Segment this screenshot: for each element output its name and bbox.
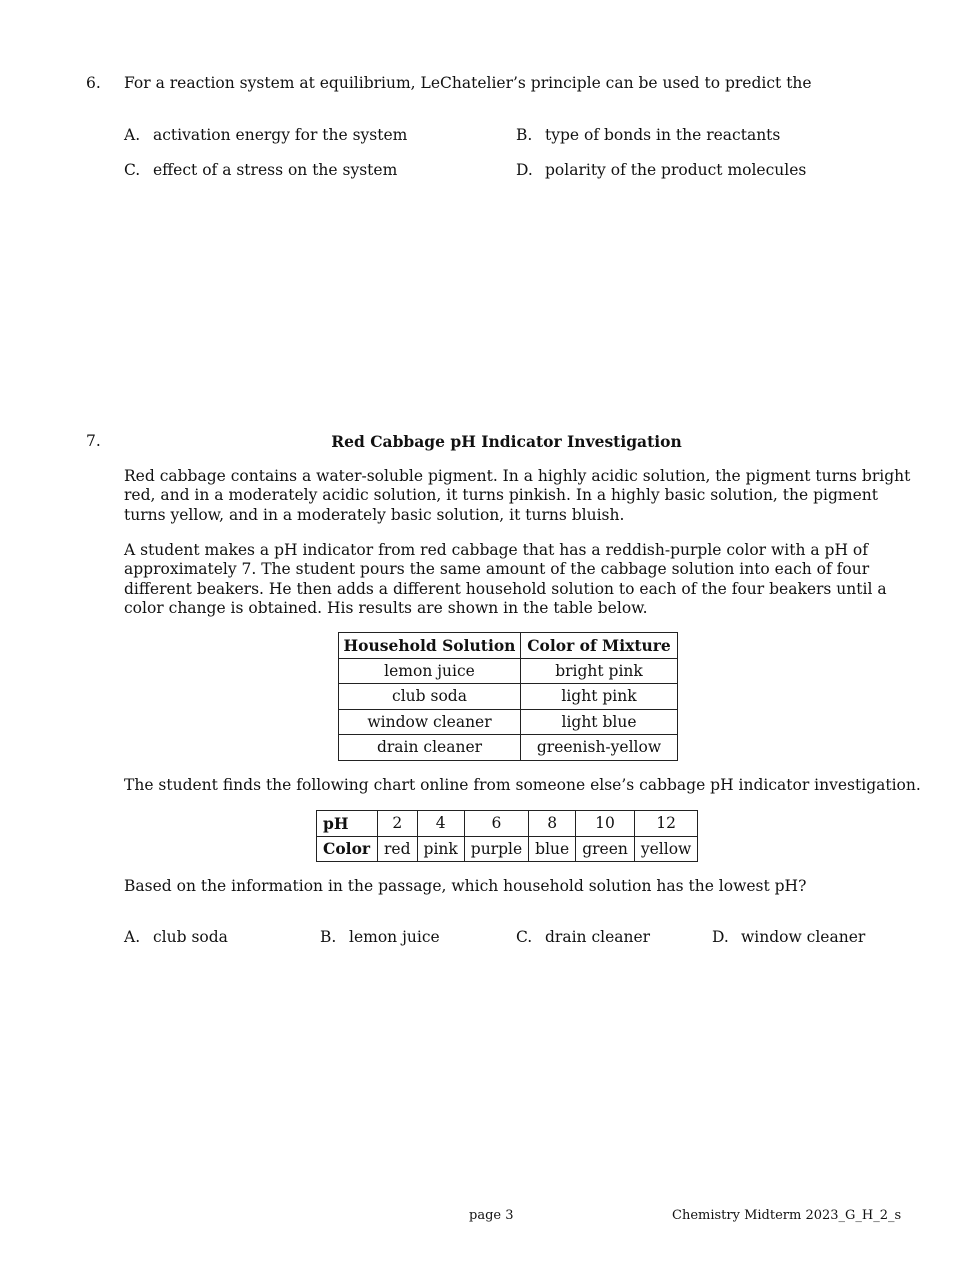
q6-choice-c[interactable] bbox=[124, 161, 397, 179]
paragraph-line: turns yellow, and in a moderately basic solution, it turns bluish. bbox=[124, 505, 625, 524]
q7-choice-d[interactable] bbox=[712, 928, 865, 946]
passage-paragraph-3: The student finds the following chart online from someone else’s cabbage pH indicator investigation. bbox=[124, 776, 921, 794]
q7-choice-a[interactable] bbox=[124, 928, 228, 946]
choice-letter: C. bbox=[516, 928, 533, 946]
question-6-number: 6. bbox=[86, 74, 101, 92]
choice-letter: C. bbox=[124, 161, 141, 179]
table-cell: yellow bbox=[634, 836, 697, 862]
table-cell: window cleaner bbox=[339, 709, 521, 735]
q7-choice-b[interactable] bbox=[320, 928, 440, 946]
table-cell: 12 bbox=[634, 811, 697, 837]
choice-letter: B. bbox=[320, 928, 337, 946]
table-row bbox=[339, 684, 678, 710]
choice-text: drain cleaner bbox=[545, 928, 651, 946]
paragraph-line: Red cabbage contains a water-soluble pigment. In a highly acidic solution, the pigment turns bright bbox=[124, 467, 911, 485]
choice-text: club soda bbox=[153, 928, 228, 946]
table-cell: pink bbox=[417, 836, 464, 862]
table-row bbox=[339, 658, 678, 684]
choice-letter: D. bbox=[712, 928, 729, 946]
passage-paragraph-1 bbox=[124, 467, 910, 525]
paragraph-line: different beakers. He then adds a different household solution to each of the four beakers until a bbox=[124, 579, 887, 598]
question-7-number: 7. bbox=[86, 432, 101, 450]
table-header-row bbox=[339, 633, 678, 659]
passage-paragraph-2 bbox=[124, 541, 887, 618]
table-cell: 4 bbox=[417, 811, 464, 837]
q6-choice-d[interactable] bbox=[516, 161, 806, 179]
choice-text: window cleaner bbox=[741, 928, 866, 946]
table-cell: red bbox=[378, 836, 418, 862]
question-7-stem: Based on the information in the passage, which household solution has the lowest pH? bbox=[124, 877, 807, 895]
ph-color-chart bbox=[316, 810, 698, 862]
table-cell: 2 bbox=[378, 811, 418, 837]
choice-letter: A. bbox=[124, 126, 141, 144]
paragraph-line: approximately 7. The student pours the same amount of the cabbage solution into each of four bbox=[124, 560, 870, 579]
question-6-stem: For a reaction system at equilibrium, LeChatelier’s principle can be used to predict the bbox=[124, 74, 812, 92]
table-cell: 10 bbox=[576, 811, 635, 837]
choice-letter: A. bbox=[124, 928, 141, 946]
results-table bbox=[338, 632, 678, 761]
table-cell: 6 bbox=[464, 811, 528, 837]
table-cell: bright pink bbox=[521, 658, 678, 684]
table-cell: club soda bbox=[339, 684, 521, 710]
table-row bbox=[317, 811, 698, 837]
row-header: Color bbox=[317, 836, 378, 862]
table-cell: drain cleaner bbox=[339, 735, 521, 761]
paragraph-line: color change is obtained. His results are shown in the table below. bbox=[124, 598, 648, 617]
table-row bbox=[339, 709, 678, 735]
row-header: pH bbox=[317, 811, 378, 837]
choice-text: polarity of the product molecules bbox=[545, 161, 807, 179]
q7-choice-c[interactable] bbox=[516, 928, 650, 946]
table-cell: greenish-yellow bbox=[521, 735, 678, 761]
table-cell: lemon juice bbox=[339, 658, 521, 684]
table-cell: light pink bbox=[521, 684, 678, 710]
table-cell: blue bbox=[529, 836, 576, 862]
choice-letter: B. bbox=[516, 126, 533, 144]
page-number: page 3 bbox=[469, 1208, 514, 1223]
choice-text: activation energy for the system bbox=[153, 126, 408, 144]
table-cell: light blue bbox=[521, 709, 678, 735]
choice-text: lemon juice bbox=[349, 928, 440, 946]
table-cell: 8 bbox=[529, 811, 576, 837]
column-header: Color of Mixture bbox=[521, 633, 678, 659]
paragraph-line: A student makes a pH indicator from red cabbage that has a reddish-purple color with a pH of bbox=[124, 541, 868, 559]
table-cell: purple bbox=[464, 836, 528, 862]
table-row bbox=[317, 836, 698, 862]
table-cell: green bbox=[576, 836, 635, 862]
q6-choice-b[interactable] bbox=[516, 126, 780, 144]
table-row bbox=[339, 735, 678, 761]
choice-letter: D. bbox=[516, 161, 533, 179]
choice-text: effect of a stress on the system bbox=[153, 161, 398, 179]
choice-text: type of bonds in the reactants bbox=[545, 126, 781, 144]
q6-choice-a[interactable] bbox=[124, 126, 407, 144]
paragraph-line: red, and in a moderately acidic solution, it turns pinkish. In a highly basic solution, the pigment bbox=[124, 486, 878, 505]
passage-title: Red Cabbage pH Indicator Investigation bbox=[331, 432, 682, 451]
document-id: Chemistry Midterm 2023_G_H_2_s bbox=[672, 1208, 902, 1223]
column-header: Household Solution bbox=[339, 633, 521, 659]
